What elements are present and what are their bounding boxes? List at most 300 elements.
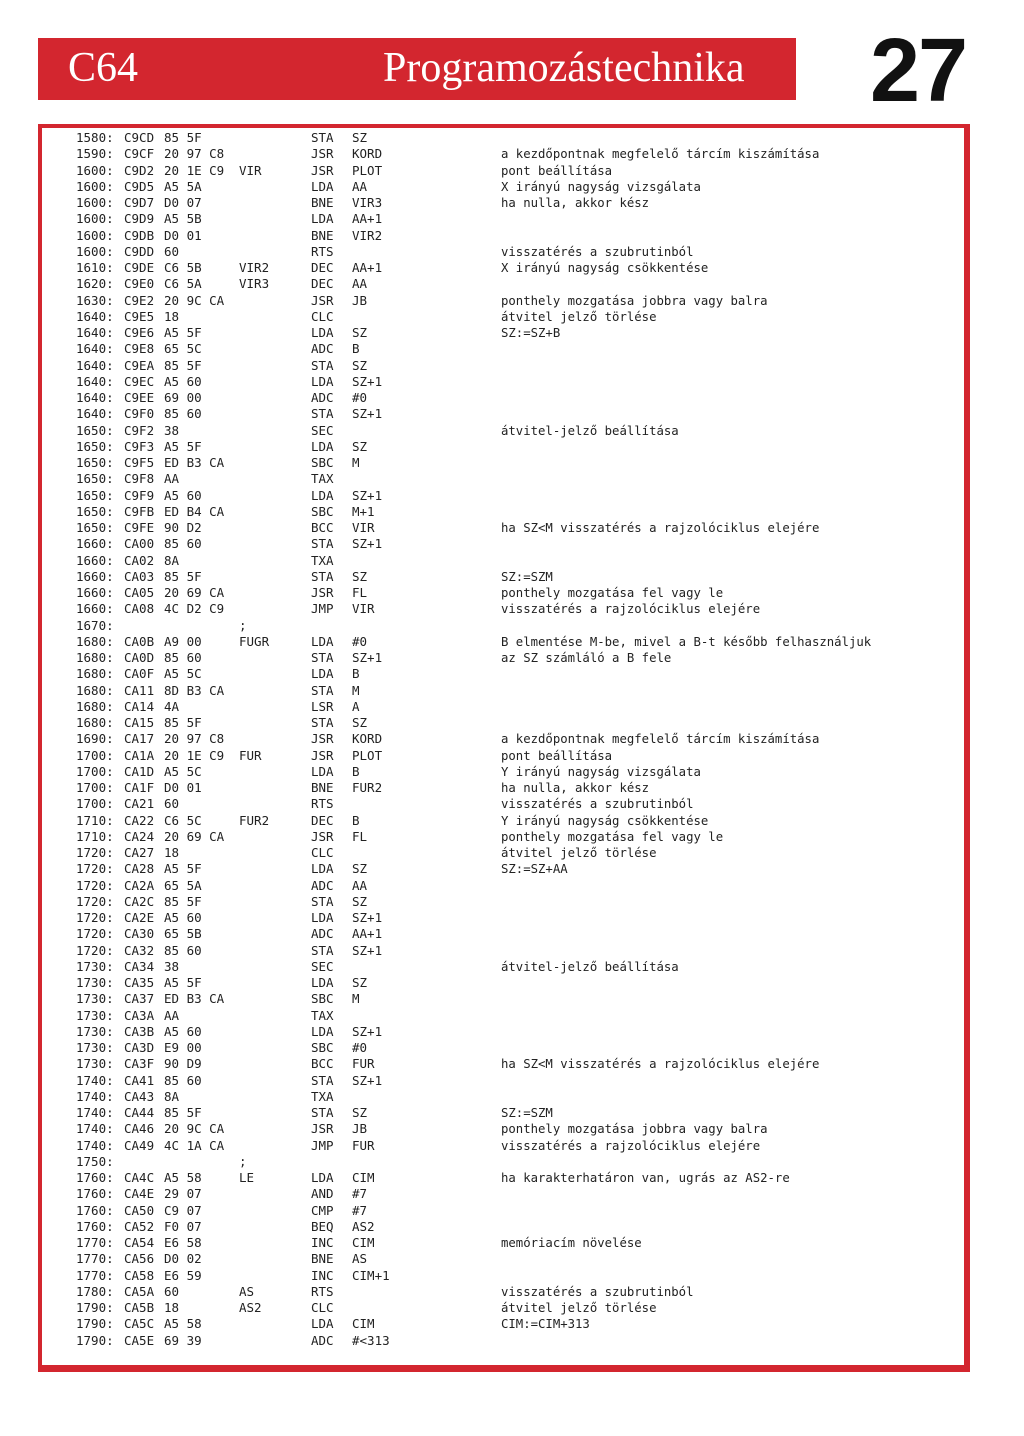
machine-code: 18 <box>164 1300 180 1315</box>
opcode: LDA <box>311 1023 334 1039</box>
comment: CIM:=CIM+313 <box>501 1317 590 1332</box>
operand: #7 <box>352 1202 368 1218</box>
opcode: JSR <box>311 162 334 178</box>
comment: X irányú nagyság csökkentése <box>501 261 709 275</box>
comment: ponthely mozgatása jobbra vagy balra <box>501 293 768 308</box>
operand: AA <box>352 877 368 893</box>
line-number: 1700: <box>76 796 114 812</box>
opcode: LDA <box>311 861 334 877</box>
machine-code: A5 58 <box>164 1316 202 1332</box>
opcode: JSR <box>311 292 334 308</box>
address: C9E2 <box>124 292 155 308</box>
operand: M <box>352 682 360 698</box>
line-number: 1600: <box>76 211 114 227</box>
machine-code: 60 <box>164 1283 180 1299</box>
machine-code: D0 02 <box>164 1251 202 1267</box>
comment: ponthely mozgatása fel vagy le <box>501 586 724 600</box>
opcode: SEC <box>311 422 334 438</box>
operand: KORD <box>352 731 383 747</box>
opcode: RTS <box>311 796 334 812</box>
line-number: 1680: <box>76 633 114 649</box>
line-number: 1710: <box>76 828 114 844</box>
comment: pont beállítása <box>501 163 613 178</box>
machine-code: 4A <box>164 698 180 714</box>
address: C9D9 <box>124 211 155 227</box>
opcode: LDA <box>311 1170 334 1185</box>
opcode: STA <box>311 682 334 698</box>
comment: B elmentése M-be, mivel a B-t később felhasználjuk <box>501 634 872 649</box>
opcode: ADC <box>311 926 334 942</box>
address: CA22 <box>124 812 155 828</box>
line-number: 1790: <box>76 1332 114 1348</box>
machine-code: C9 07 <box>164 1202 202 1218</box>
address: C9D2 <box>124 162 155 178</box>
operand: SZ <box>352 568 368 584</box>
address: CA32 <box>124 942 155 958</box>
label: AS2 <box>239 1300 262 1315</box>
comment: visszatérés a rajzolóciklus elejére <box>501 1138 761 1153</box>
line-number: 1650: <box>76 487 114 503</box>
opcode: JMP <box>311 601 334 617</box>
frame-left-rule <box>38 124 42 1372</box>
comment: átvitel-jelző beállítása <box>501 423 679 438</box>
address: C9F9 <box>124 487 155 503</box>
line-number: 1790: <box>76 1300 114 1315</box>
machine-code: A5 5A <box>164 178 202 194</box>
machine-code: 85 60 <box>164 650 202 665</box>
line-number: 1750: <box>76 1153 114 1169</box>
comment: ha nulla, akkor kész <box>501 781 650 795</box>
line-number: 1790: <box>76 1316 114 1332</box>
line-number: 1730: <box>76 958 114 974</box>
machine-code: 85 5F <box>164 568 202 584</box>
address: CA17 <box>124 731 155 747</box>
operand: SZ+1 <box>352 487 383 503</box>
address: CA44 <box>124 1105 155 1120</box>
frame-bottom-rule <box>38 1365 970 1372</box>
address: C9E6 <box>124 325 155 340</box>
line-number: 1720: <box>76 877 114 893</box>
opcode: BCC <box>311 1056 334 1072</box>
opcode: SBC <box>311 1040 334 1055</box>
operand: JB <box>352 1121 368 1137</box>
line-number: 1720: <box>76 893 114 909</box>
opcode: STA <box>311 650 334 665</box>
operand: #<313 <box>352 1332 390 1348</box>
machine-code: A5 5F <box>164 975 202 990</box>
machine-code: 65 5B <box>164 926 202 942</box>
line-number: 1660: <box>76 552 114 568</box>
address: C9D7 <box>124 195 155 210</box>
line-number: 1600: <box>76 178 114 194</box>
line-number: 1660: <box>76 601 114 617</box>
address: CA5E <box>124 1332 155 1348</box>
opcode: BNE <box>311 195 334 210</box>
label: FUR2 <box>239 812 270 828</box>
address: C9DD <box>124 243 155 259</box>
line-number: 1640: <box>76 341 114 357</box>
opcode: RTS <box>311 1283 334 1299</box>
line-number: 1640: <box>76 390 114 405</box>
operand: PLOT <box>352 747 383 763</box>
line-number: 1740: <box>76 1121 114 1137</box>
address: CA0D <box>124 650 155 665</box>
machine-code: 90 D9 <box>164 1056 202 1072</box>
address: CA0F <box>124 666 155 682</box>
operand: FUR2 <box>352 780 383 795</box>
opcode: LDA <box>311 178 334 194</box>
line-number: 1640: <box>76 406 114 422</box>
address: C9DE <box>124 260 155 275</box>
machine-code: 29 07 <box>164 1186 202 1202</box>
comment: SZ:=SZ+AA <box>501 862 568 877</box>
operand: SZ+1 <box>352 942 383 958</box>
address: CA35 <box>124 975 155 990</box>
line-number: 1580: <box>76 130 114 145</box>
comment: ponthely mozgatása jobbra vagy balra <box>501 1122 768 1137</box>
machine-code: F0 07 <box>164 1218 202 1234</box>
line-number: 1610: <box>76 260 114 275</box>
operand: SZ+1 <box>352 1072 383 1088</box>
line-number: 1640: <box>76 325 114 340</box>
line-number: 1770: <box>76 1267 114 1283</box>
operand: #0 <box>352 633 368 649</box>
machine-code: 60 <box>164 796 180 812</box>
opcode: JSR <box>311 828 334 844</box>
operand: AA+1 <box>352 260 383 275</box>
operand: FUR <box>352 1056 375 1072</box>
opcode: LDA <box>311 211 334 227</box>
machine-code: 20 1E C9 <box>164 162 225 178</box>
machine-code: 18 <box>164 308 180 324</box>
address: CA54 <box>124 1235 155 1250</box>
operand: B <box>352 763 360 779</box>
machine-code: ED B3 CA <box>164 455 225 470</box>
opcode: ADC <box>311 341 334 357</box>
operand: SZ <box>352 1105 368 1120</box>
opcode: DEC <box>311 276 334 292</box>
address: C9FE <box>124 520 155 535</box>
comment: ha SZ<M visszatérés a rajzolóciklus elejére <box>501 521 820 535</box>
comment: átvitel jelző törlése <box>501 846 657 860</box>
machine-code: C6 5B <box>164 260 202 275</box>
machine-code: 60 <box>164 243 180 259</box>
address: CA52 <box>124 1218 155 1234</box>
comment: SZ:=SZM <box>501 569 553 584</box>
opcode: LDA <box>311 325 334 340</box>
comment: Y irányú nagyság csökkentése <box>501 813 709 828</box>
machine-code: 69 39 <box>164 1332 202 1348</box>
address: C9FB <box>124 503 155 519</box>
comment: a kezdőpontnak megfelelő tárcím kiszámítása <box>501 732 820 747</box>
opcode: SEC <box>311 958 334 974</box>
label: VIR <box>239 162 262 178</box>
magazine-title: C64 <box>68 45 139 91</box>
machine-code: 90 D2 <box>164 520 202 535</box>
opcode: TXA <box>311 552 334 568</box>
address: C9F8 <box>124 471 155 487</box>
line-number: 1760: <box>76 1218 114 1234</box>
address: C9EE <box>124 390 155 405</box>
operand: VIR3 <box>352 195 383 210</box>
opcode: JSR <box>311 146 334 162</box>
operand: SZ <box>352 438 368 454</box>
machine-code: 85 60 <box>164 536 202 552</box>
opcode: STA <box>311 1105 334 1120</box>
opcode: JMP <box>311 1137 334 1153</box>
address: CA43 <box>124 1088 155 1104</box>
opcode: CLC <box>311 1300 334 1315</box>
operand: SZ <box>352 325 368 340</box>
line-number: 1660: <box>76 568 114 584</box>
line-number: 1730: <box>76 1056 114 1072</box>
address: C9F5 <box>124 455 155 470</box>
machine-code: A5 5F <box>164 861 202 877</box>
opcode: DEC <box>311 812 334 828</box>
machine-code: 85 60 <box>164 406 202 422</box>
comment: memóriacím növelése <box>501 1236 642 1250</box>
operand: CIM+1 <box>352 1267 390 1283</box>
opcode: CLC <box>311 308 334 324</box>
line-number: 1720: <box>76 942 114 958</box>
line-number: 1650: <box>76 455 114 470</box>
frame-top-rule <box>38 124 970 128</box>
address: CA24 <box>124 828 155 844</box>
operand: AA+1 <box>352 211 383 227</box>
opcode: AND <box>311 1186 334 1202</box>
machine-code: AA <box>164 1007 180 1023</box>
address: CA28 <box>124 861 155 877</box>
address: C9CD <box>124 130 155 145</box>
line-number: 1600: <box>76 227 114 243</box>
line-number: 1650: <box>76 438 114 454</box>
machine-code: 8A <box>164 1088 180 1104</box>
machine-code: A5 60 <box>164 373 202 389</box>
machine-code: 20 69 CA <box>164 585 225 600</box>
machine-code: 38 <box>164 422 180 438</box>
opcode: LDA <box>311 666 334 682</box>
operand: SZ <box>352 975 368 990</box>
line-number: 1740: <box>76 1137 114 1153</box>
address: CA0B <box>124 633 155 649</box>
comment: átvitel jelző törlése <box>501 309 657 324</box>
operand: B <box>352 666 360 682</box>
comment: ponthely mozgatása fel vagy le <box>501 829 724 844</box>
operand: AA <box>352 178 368 194</box>
line-number: 1680: <box>76 715 114 730</box>
address: C9E8 <box>124 341 155 357</box>
line-number: 1730: <box>76 1023 114 1039</box>
machine-code: AA <box>164 471 180 487</box>
label: ; <box>239 1153 247 1169</box>
machine-code: 18 <box>164 845 180 860</box>
address: CA41 <box>124 1072 155 1088</box>
comment: visszatérés a szubrutinból <box>501 244 694 259</box>
opcode: ADC <box>311 1332 334 1348</box>
opcode: BCC <box>311 520 334 535</box>
machine-code: 38 <box>164 958 180 974</box>
operand: #7 <box>352 1186 368 1202</box>
address: C9F2 <box>124 422 155 438</box>
line-number: 1680: <box>76 682 114 698</box>
operand: SZ+1 <box>352 650 383 665</box>
machine-code: 20 9C CA <box>164 292 225 308</box>
address: CA2A <box>124 877 155 893</box>
machine-code: D0 07 <box>164 195 202 210</box>
address: CA30 <box>124 926 155 942</box>
address: C9E5 <box>124 308 155 324</box>
opcode: LDA <box>311 633 334 649</box>
line-number: 1730: <box>76 991 114 1007</box>
page-number: 27 <box>870 21 967 121</box>
address: CA50 <box>124 1202 155 1218</box>
comment: ha nulla, akkor kész <box>501 196 650 210</box>
line-number: 1680: <box>76 650 114 665</box>
line-number: 1640: <box>76 357 114 373</box>
opcode: BNE <box>311 227 334 243</box>
machine-code: ED B4 CA <box>164 503 225 519</box>
machine-code: 4C 1A CA <box>164 1137 225 1153</box>
address: CA5B <box>124 1300 155 1315</box>
address: CA00 <box>124 536 155 552</box>
opcode: ADC <box>311 390 334 405</box>
line-number: 1740: <box>76 1105 114 1120</box>
opcode: LDA <box>311 1316 334 1332</box>
address: CA2E <box>124 910 155 925</box>
machine-code: C6 5A <box>164 276 202 292</box>
operand: FL <box>352 828 368 844</box>
opcode: STA <box>311 130 334 145</box>
line-number: 1660: <box>76 585 114 600</box>
line-number: 1650: <box>76 471 114 487</box>
comment: X irányú nagyság vizsgálata <box>501 179 701 194</box>
comment: SZ:=SZ+B <box>501 326 561 340</box>
machine-code: D0 01 <box>164 227 202 243</box>
comment: átvitel-jelző beállítása <box>501 959 679 974</box>
operand: #0 <box>352 1040 368 1055</box>
line-number: 1760: <box>76 1186 114 1202</box>
machine-code: 65 5C <box>164 341 202 357</box>
line-number: 1600: <box>76 195 114 210</box>
operand: CIM <box>352 1316 375 1332</box>
operand: SZ+1 <box>352 373 383 389</box>
machine-code: 20 9C CA <box>164 1121 225 1137</box>
address: CA02 <box>124 552 155 568</box>
machine-code: 8D B3 CA <box>164 682 225 698</box>
machine-code: A5 5F <box>164 438 202 454</box>
opcode: INC <box>311 1267 334 1283</box>
opcode: JSR <box>311 731 334 747</box>
machine-code: A5 5C <box>164 763 202 779</box>
machine-code: A5 5F <box>164 325 202 340</box>
address: C9DB <box>124 227 155 243</box>
address: CA11 <box>124 682 155 698</box>
line-number: 1600: <box>76 243 114 259</box>
operand: SZ <box>352 861 368 877</box>
machine-code: A9 00 <box>164 633 202 649</box>
operand: M <box>352 455 360 470</box>
line-number: 1650: <box>76 503 114 519</box>
operand: SZ <box>352 893 368 909</box>
address: CA3B <box>124 1023 155 1039</box>
line-number: 1730: <box>76 1040 114 1055</box>
line-number: 1600: <box>76 162 114 178</box>
operand: SZ <box>352 130 368 145</box>
header-banner <box>38 38 796 100</box>
line-number: 1780: <box>76 1283 114 1299</box>
operand: FL <box>352 585 368 600</box>
address: CA3A <box>124 1007 155 1023</box>
machine-code: 85 5F <box>164 1105 202 1120</box>
opcode: STA <box>311 942 334 958</box>
opcode: STA <box>311 536 334 552</box>
line-number: 1720: <box>76 910 114 925</box>
machine-code: 85 5F <box>164 357 202 373</box>
machine-code: 85 5F <box>164 715 202 730</box>
address: CA34 <box>124 958 155 974</box>
label: AS <box>239 1283 255 1299</box>
address: CA1D <box>124 763 155 779</box>
machine-code: E6 59 <box>164 1267 202 1283</box>
comment: visszatérés a rajzolóciklus elejére <box>501 602 761 617</box>
comment: visszatérés a szubrutinból <box>501 1284 694 1299</box>
comment: az SZ számláló a B fele <box>501 651 672 665</box>
operand: SZ+1 <box>352 1023 383 1039</box>
machine-code: A5 58 <box>164 1170 202 1185</box>
opcode: LDA <box>311 910 334 925</box>
opcode: STA <box>311 357 334 373</box>
opcode: SBC <box>311 991 334 1007</box>
address: CA14 <box>124 698 155 714</box>
opcode: STA <box>311 893 334 909</box>
line-number: 1590: <box>76 146 114 162</box>
operand: SZ+1 <box>352 910 383 925</box>
operand: SZ+1 <box>352 406 383 422</box>
opcode: SBC <box>311 455 334 470</box>
machine-code: 20 97 C8 <box>164 146 225 162</box>
machine-code: 65 5A <box>164 877 202 893</box>
machine-code: 85 60 <box>164 1072 202 1088</box>
line-number: 1650: <box>76 422 114 438</box>
machine-code: 4C D2 C9 <box>164 601 225 617</box>
machine-code: ED B3 CA <box>164 991 225 1007</box>
line-number: 1640: <box>76 373 114 389</box>
opcode: TXA <box>311 1088 334 1104</box>
machine-code: 20 69 CA <box>164 828 225 844</box>
line-number: 1710: <box>76 812 114 828</box>
machine-code: C6 5C <box>164 812 202 828</box>
operand: FUR <box>352 1137 375 1153</box>
line-number: 1660: <box>76 536 114 552</box>
machine-code: 8A <box>164 552 180 568</box>
comment: SZ:=SZM <box>501 1106 553 1120</box>
opcode: LDA <box>311 438 334 454</box>
comment: ha karakterhatáron van, ugrás az AS2-re <box>501 1171 790 1185</box>
opcode: JSR <box>311 1121 334 1137</box>
opcode: JSR <box>311 585 334 600</box>
machine-code: E6 58 <box>164 1235 202 1250</box>
address: CA37 <box>124 991 155 1007</box>
opcode: LDA <box>311 487 334 503</box>
comment: Y irányú nagyság vizsgálata <box>501 764 701 779</box>
opcode: CLC <box>311 845 334 860</box>
line-number: 1720: <box>76 861 114 877</box>
opcode: RTS <box>311 243 334 259</box>
address: C9EC <box>124 373 155 389</box>
line-number: 1740: <box>76 1072 114 1088</box>
opcode: SBC <box>311 503 334 519</box>
line-number: 1770: <box>76 1235 114 1250</box>
